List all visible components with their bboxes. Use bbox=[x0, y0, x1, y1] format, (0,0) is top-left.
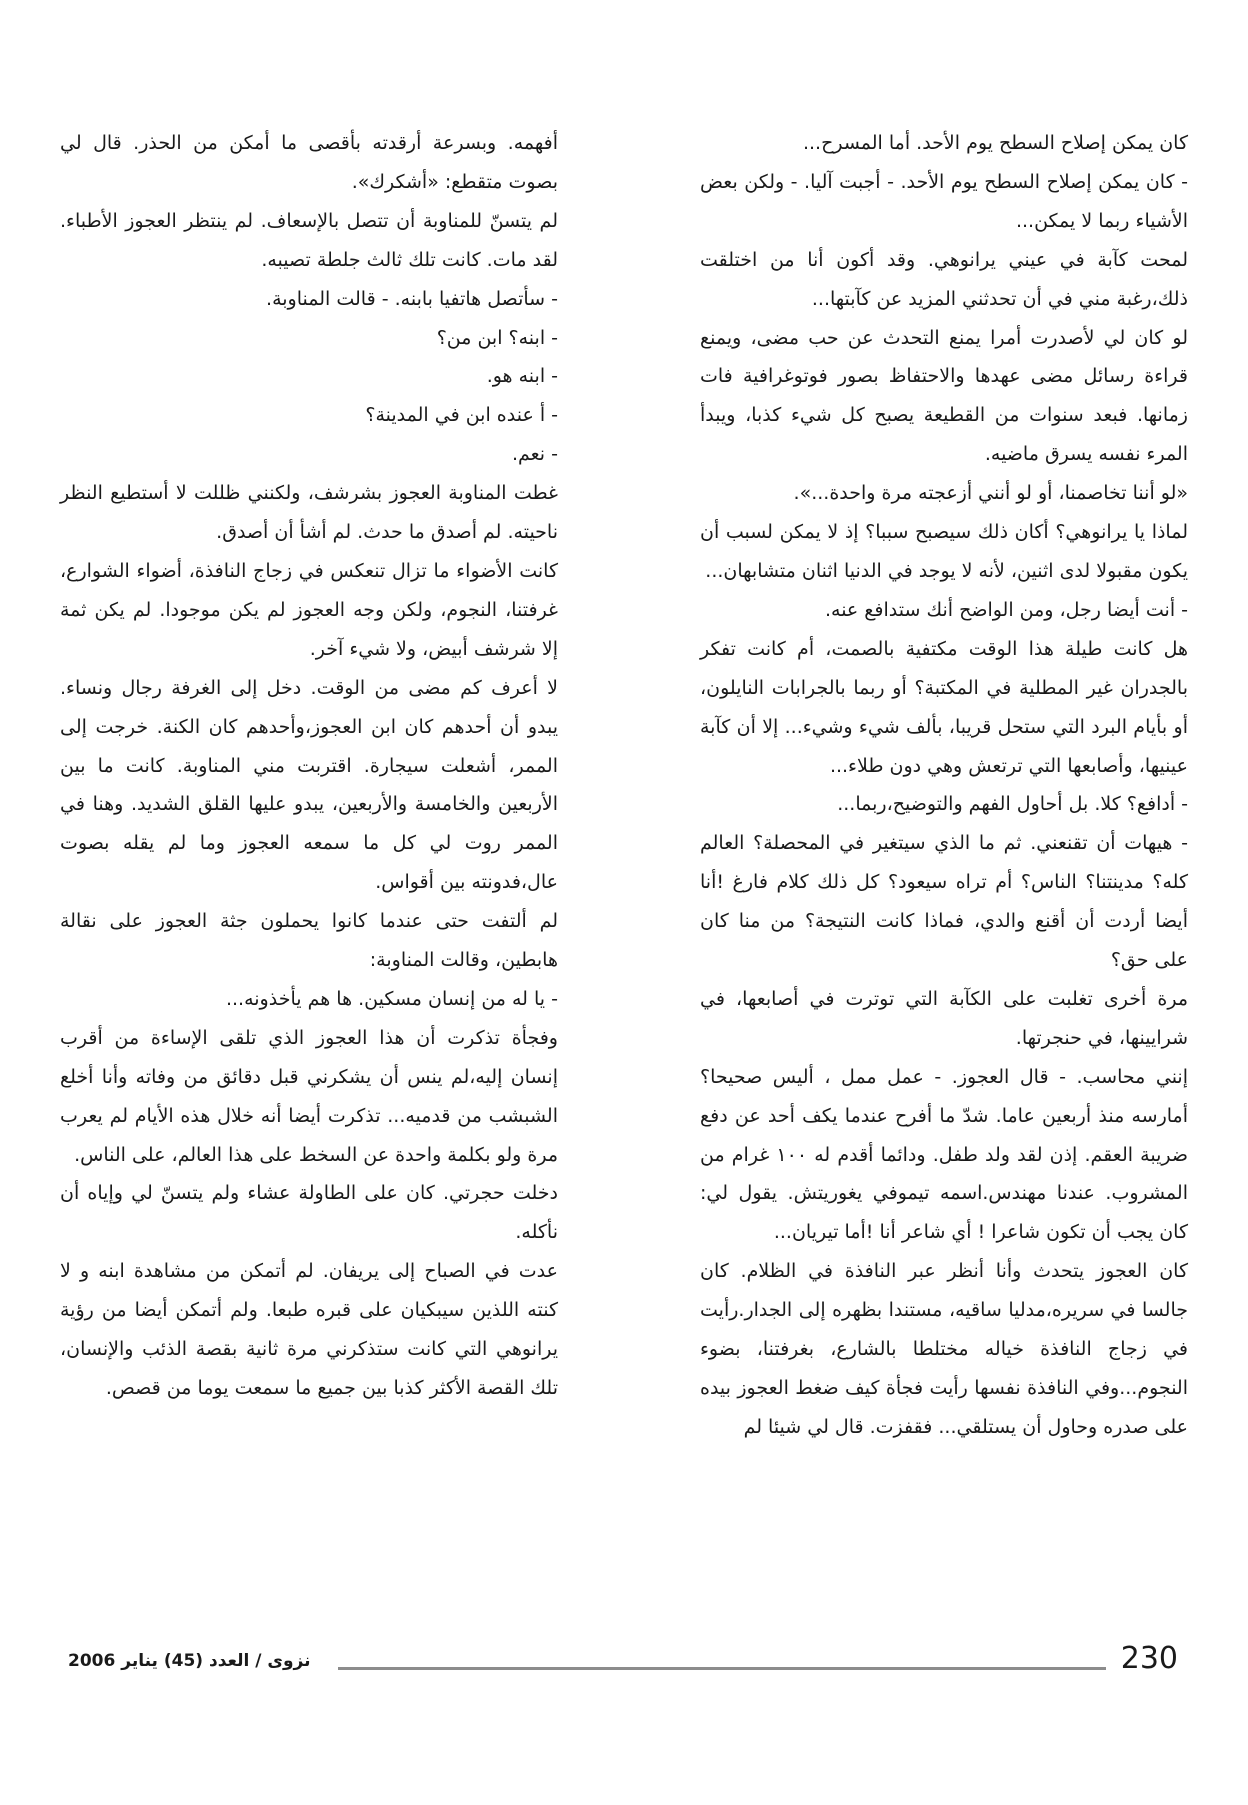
paragraph: كان يمكن إصلاح السطح يوم الأحد. أما المسرح... bbox=[802, 132, 1188, 154]
paragraph: لم يتسنّ للمناوبة أن تتصل بالإسعاف. لم ينتظر العجوز الأطباء. لقد مات. كانت تلك ثالث جلطة تصيبه. bbox=[60, 209, 558, 271]
paragraph: - يا له من إنسان مسكين. ها هم يأخذونه... bbox=[225, 987, 558, 1010]
paragraph: «لو أننا تخاصمنا، أو لو أنني أزعجته مرة واحدة...». bbox=[793, 482, 1188, 505]
article-column-right bbox=[700, 124, 1188, 1447]
paragraph: عدت في الصباح إلى يريفان. لم أتمكن من مشاهدة ابنه و لا كنته اللذين سيبكيان على قبره طبعا. ولم أتمكن أيضا من رؤية يرانوهي التي كانت ستذكرني مرة ثانية بقصة الذئب والإنسان، تلك القصة الأكثر كذبا بين جميع ما سمعت يوما من قصص. bbox=[60, 1260, 558, 1399]
paragraph: - أدافع؟ كلا. بل أحاول الفهم والتوضيح،ربما... bbox=[837, 793, 1188, 816]
paragraph: - أنت أيضا رجل، ومن الواضح أنك ستدافع عنه. bbox=[824, 598, 1188, 621]
paragraph: - ابنه هو. bbox=[486, 365, 558, 388]
paragraph: لا أعرف كم مضى من الوقت. دخل إلى الغرفة رجال ونساء. يبدو أن أحدهم كان ابن العجوز،وأحدهم كان الكنة. خرجت إلى الممر، أشعلت سيجارة. اقتربت مني المناوبة. كانت ما بين الأربعين والخامسة والأربعين، يبدو عليها القلق الشديد. وهنا في الممر روت لي كل ما سمعه العجوز وما لم يقله بصوت عال،فدونته بين أقواس. bbox=[60, 676, 558, 894]
paragraph: أفهمه. وبسرعة أرقدته بأقصى ما أمكن من الحذر. قال لي بصوت متقطع: «أشكرك». bbox=[60, 132, 558, 193]
paragraph: وفجأة تذكرت أن هذا العجوز الذي تلقى الإساءة من أقرب إنسان إليه،لم ينس أن يشكرني قبل دقائق من وفاته وأنا أخلع الشبشب من قدميه... تذكرت أيضا أنه خلال هذه الأيام لم يعرب مرة ولو بكلمة واحدة عن السخط على هذا العالم، على الناس. bbox=[60, 1026, 558, 1166]
paragraph: - أ عنده ابن في المدينة؟ bbox=[365, 404, 558, 427]
paragraph: دخلت حجرتي. كان على الطاولة عشاء ولم يتسنّ لي وإياه أن نأكله. bbox=[60, 1182, 558, 1244]
footer-divider bbox=[338, 1667, 1106, 1670]
paragraph: - ابنه؟ ابن من؟ bbox=[436, 326, 558, 349]
paragraph: غطت المناوبة العجوز بشرشف، ولكنني ظللت لا أستطيع النظر ناحيته. لم أصدق ما حدث. لم أشأ أن أصدق. bbox=[60, 482, 558, 544]
paragraph: لو كان لي لأصدرت أمرا يمنع التحدث عن حب مضى، ويمنع قراءة رسائل مضى عهدها والاحتفاظ بصور فوتوغرافية فات زمانها. فبعد سنوات من القطيعة يصبح كل شيء كذبا، ويبدأ المرء نفسه يسرق ماضيه. bbox=[700, 326, 1188, 466]
paragraph: لم ألتفت حتى عندما كانوا يحملون جثة العجوز على نقالة هابطين، وقالت المناوبة: bbox=[60, 910, 558, 972]
page-number: 230 bbox=[1120, 1641, 1178, 1676]
paragraph: كانت الأضواء ما تزال تنعكس في زجاج النافذة، أضواء الشوارع، غرفتنا، النجوم، ولكن وجه العجوز لم يكن موجودا. لم يكن ثمة إلا شرشف أبيض، ولا شيء آخر. bbox=[60, 559, 558, 660]
paragraph: هل كانت طيلة هذا الوقت مكتفية بالصمت، أم كانت تفكر بالجدران غير المطلية في المكتبة؟ أو ربما بالجرابات النايلون، أو بأيام البرد التي ستحل قريبا، بألف شيء وشيء... إلا أن كآبة عينيها، وأصابعها التي ترتعش وهي دون طلاء... bbox=[700, 637, 1188, 777]
paragraph: - نعم. bbox=[511, 443, 558, 466]
issue-credit: نزوى / العدد (45) يناير 2006 bbox=[68, 1651, 311, 1671]
paragraph: لمحت كآبة في عيني يرانوهي. وقد أكون أنا من اختلقت ذلك،رغبة مني في أن تحدثني المزيد عن كآبتها... bbox=[700, 248, 1188, 310]
paragraph: كان العجوز يتحدث وأنا أنظر عبر النافذة في الظلام. كان جالسا في سريره،مدليا ساقيه، مستندا بظهره إلى الجدار.رأيت في زجاج النافذة خياله مختلطا بالشارع، بغرفتنا، بضوء النجوم...وفي النافذة نفسها رأيت فجأة كيف ضغط العجوز بيده على صدره وحاول أن يستلقي... فقفزت. قال لي شيئا لم bbox=[700, 1260, 1188, 1438]
paragraph: مرة أخرى تغلبت على الكآبة التي توترت في أصابعها، في شرايينها، في حنجرتها. bbox=[700, 987, 1188, 1049]
paragraph: - كان يمكن إصلاح السطح يوم الأحد. - أجبت آليا. - ولكن بعض الأشياء ربما لا يمكن... bbox=[700, 170, 1188, 232]
paragraph: إنني محاسب. - قال العجوز. - عمل ممل ، أليس صحيحا؟ أمارسه منذ أربعين عاما. شدّ ما أفرح عندما يكف أحد عن دفع ضريبة العقم. إذن لقد ولد طفل. ودائما أقدم له ١٠٠ غرام من المشروب. عندنا مهندس.اسمه تيموفي يغوريتش. يقول لي: كان يجب أن تكون شاعرا ! أي شاعر أنا !أما تيريان... bbox=[700, 1065, 1188, 1244]
page-footer bbox=[0, 1641, 1248, 1685]
paragraph: لماذا يا يرانوهي؟ أكان ذلك سيصبح سببا؟ إذ لا يمكن لسبب أن يكون مقبولا لدى اثنين، لأنه لا يوجد في الدنيا اثنان متشابهان... bbox=[700, 521, 1188, 582]
paragraph: - هيهات أن تقنعني. ثم ما الذي سيتغير في المحصلة؟ العالم كله؟ مدينتنا؟ الناس؟ أم تراه سيعود؟ كل ذلك كلام فارغ !أنا أيضا أردت أن أقنع والدي، فماذا كانت النتيجة؟ من منا كان على حق؟ bbox=[700, 832, 1188, 972]
paragraph: - سأتصل هاتفيا بابنه. - قالت المناوبة. bbox=[266, 287, 558, 310]
article-column-left bbox=[60, 124, 558, 1408]
